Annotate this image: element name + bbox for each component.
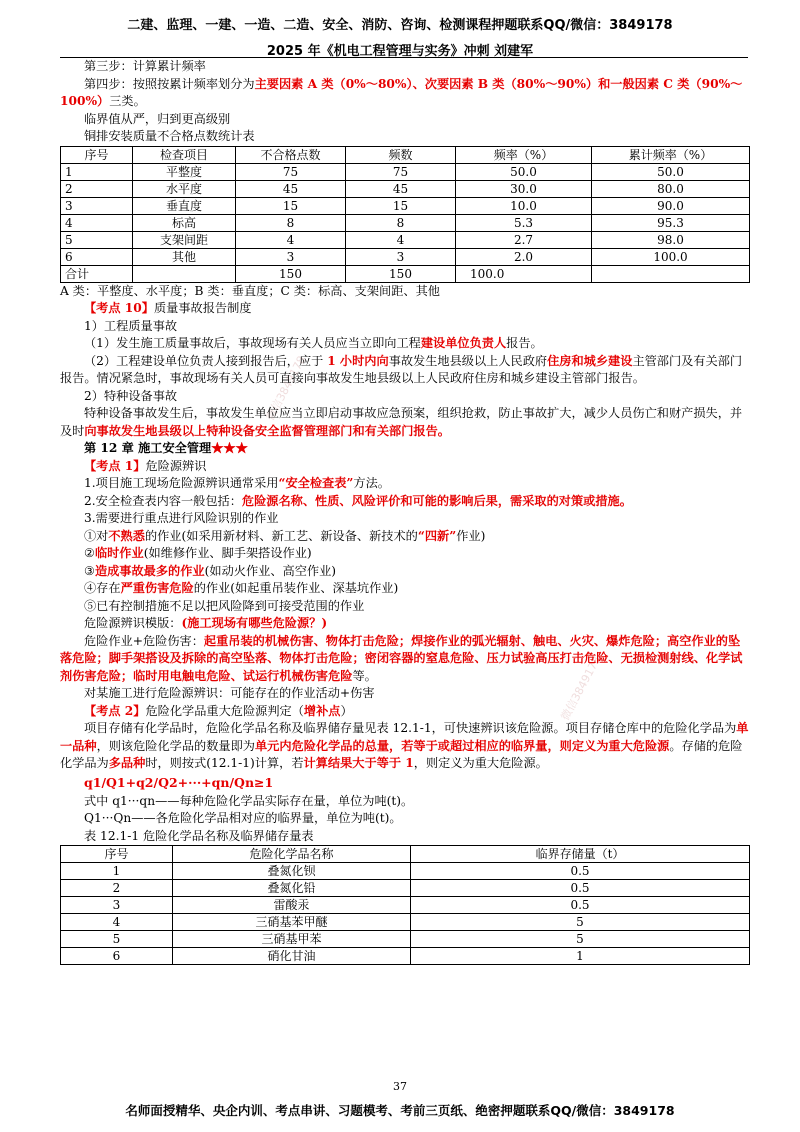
page-footer: 名师面授精华、央企内训、考点串讲、习题模考、考前三页纸、绝密押题联系QQ/微信：3849178 (125, 1103, 675, 1118)
table2-caption: 表 12.1-1 危险化学品名称及临界储存量表 (84, 828, 314, 843)
critical-note: 临界值从严，归到更高级别 (84, 111, 231, 126)
section-title: 1）工程质量事故 (84, 318, 178, 333)
paragraph: 2.安全检查表内容一般包括：危险源名称、性质、风险评价和可能的影响后果，需采取的对策或措施。 (84, 493, 632, 508)
formula-definition: Q1···Qn——各危险化学品相对应的临界量，单位为吨(t)。 (84, 811, 402, 825)
table1-caption: 铜排安装质量不合格点数统计表 (84, 129, 255, 143)
paragraph: 3.需要进行重点进行风险识别的作业 (84, 511, 279, 525)
table-row: 3 垂直度 15 15 10.0 90.0 (61, 197, 750, 214)
page-header-title: 2025 年《机电工程管理与实务》冲刺 刘建军 (266, 44, 534, 59)
table-row: 4 标高 8 8 5.3 95.3 (61, 214, 750, 231)
table-row: 3 雷酸汞 0.5 (61, 897, 750, 914)
step4: 第四步：按照按累计频率划分为主要因素 A 类（0%～80%）、次要因素 B 类（80%～90%）和一般因素 C 类（90%～100%）三类。 (60, 76, 743, 108)
paragraph: （2）工程建设单位负责人接到报告后，应于 1 小时内向事故发生地县级以上人民政府住房和城乡建设主管部门及有关部门报告。情况紧急时，事故现场有关人员可直接向事故发生地县级以上人民政府住房和城乡建设主管部门报告。 (60, 353, 743, 385)
kp1-heading: 【考点 1】危险源辨识 (84, 458, 207, 473)
table-row: 2 叠氮化铅 0.5 (61, 880, 750, 897)
table-row: 1 叠氮化钡 0.5 (61, 863, 750, 880)
critical-quantity-table (60, 845, 750, 965)
step3: 第三步：计算累计频率 (84, 59, 206, 73)
page-content (60, 58, 750, 965)
table-row: 6 硝化甘油 1 (61, 948, 750, 965)
list-item: ②临时作业(如维修作业、脚手架搭设作业) (84, 546, 312, 560)
watermark: 微信3849178 (558, 653, 604, 723)
page-header-line1: 二建、监理、一建、一造、二造、安全、消防、咨询、检测课程押题联系QQ/微信：3849178 (127, 18, 673, 33)
formula: q1/Q1+q2/Q2+···+qn/Qn≥1 (84, 774, 274, 790)
rating-stars: ★★★ (211, 441, 248, 455)
table-row: 5 支架间距 4 4 2.7 98.0 (61, 231, 750, 248)
defect-stats-table (60, 146, 750, 283)
list-item: ④存在严重伤害危险的作业(如起重吊装作业、深基坑作业) (84, 581, 399, 595)
table-total-row: 合计 150 150 100.0 (61, 265, 750, 282)
table-row: 5 三硝基甲苯 5 (61, 931, 750, 948)
paragraph: （1）发生施工质量事故后，事故现场有关人员应当立即向工程建设单位负责人报告。 (84, 336, 543, 350)
section-title: 2）特种设备事故 (84, 388, 178, 403)
paragraph: 1.项目施工现场危险源辨识通常采用“安全检查表”方法。 (84, 476, 390, 490)
page-number: 37 (393, 1080, 407, 1093)
paragraph: 对某施工进行危险源辨识：可能存在的作业活动+伤害 (84, 686, 375, 700)
table-row: 4 三硝基苯甲醚 5 (61, 914, 750, 931)
list-item: ③造成事故最多的作业(如动火作业、高空作业) (84, 563, 337, 578)
kp10-heading: 【考点 10】质量事故报告制度 (84, 301, 252, 315)
paragraph: 特种设备事故发生后，事故发生单位应当立即启动事故应急预案，组织抢救，防止事故扩大，减少人员伤亡和财产损失，并及时向事故发生地县级以上特种设备安全监督管理部门和有关部门报告。 (60, 406, 743, 438)
table-header-row: 序号 危险化学品名称 临界存储量（t） (61, 846, 750, 863)
table-row: 1 平整度 75 75 50.0 50.0 (61, 163, 750, 180)
table-header-row: 序号 检查项目 不合格点数 频数 频率（%） 累计频率（%） (61, 146, 750, 163)
chapter-heading: 第 12 章 施工安全管理★★★ (84, 441, 248, 455)
abc-classes: A 类：平整度、水平度；B 类：垂直度；C 类：标高、支架间距、其他 (60, 283, 440, 298)
kp2-heading: 【考点 2】危险化学品重大危险源判定（增补点） (84, 703, 353, 718)
table-row: 2 水平度 45 45 30.0 80.0 (61, 180, 750, 197)
hazard-paragraph: 危险作业+危险伤害：起重吊装的机械伤害、物体打击危险；焊接作业的弧光辐射、触电、火灾、爆炸危险；高空作业的坠落危险；脚手架搭设及拆除的高空坠落、物体打击危险；密闭容器的窒息危险、压力试验高压打击危险、无损检测射线、化学试剂伤害危险；临时用电触电危险、试运行机械伤害危险等。 (60, 633, 743, 683)
table-row: 6 其他 3 3 2.0 100.0 (61, 248, 750, 265)
formula-definition: 式中 q1···qn——每种危险化学品实际存在量，单位为吨(t)。 (84, 793, 414, 808)
list-item: ⑤已有控制措施不足以把风险降到可接受范围的作业 (84, 598, 365, 613)
list-item: ①对不熟悉的作业(如采用新材料、新工艺、新设备、新技术的“四新”作业) (84, 528, 486, 543)
template-note: 危险源辨识模版：(施工现场有哪些危险源？) (84, 616, 328, 630)
watermark: 微信3849178 (263, 353, 309, 423)
paragraph: 项目存储有化学品时，危险化学品名称及临界储存量见表 12.1-1，可快速辨识该危险源。项目存储仓库中的危险化学品为单一品种，则该危险化学品的数量即为单元内危险化学品的总量，若等于或超过相应的临界量，则定义为重大危险源。存储的危险化学品为多品种时，则按式(12.1-1)计算，若计算结果大于等于 1，则定义为重大危险源。 (60, 721, 749, 770)
